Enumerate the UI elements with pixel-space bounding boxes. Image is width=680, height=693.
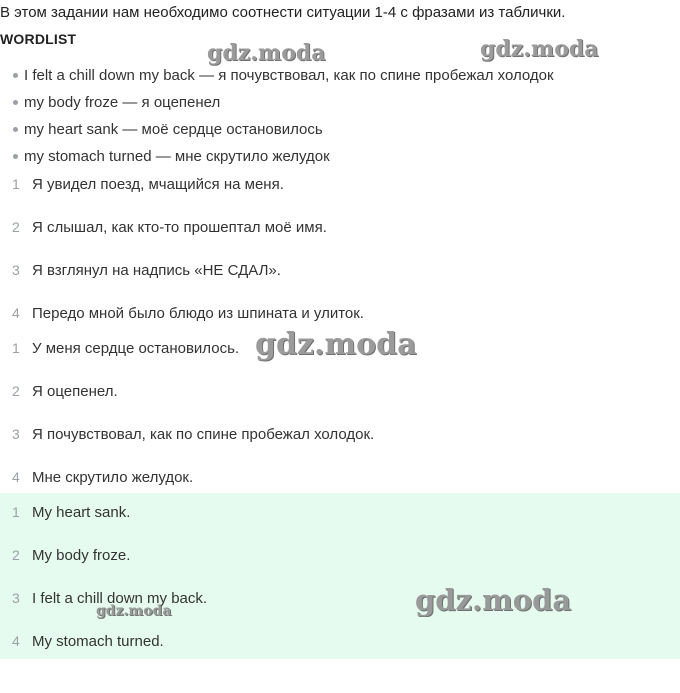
situation-item: 1 Я увидел поезд, мчащийся на меня.	[12, 176, 284, 193]
translation-item: 3 Я почувствовал, как по спине пробежал холодок.	[12, 426, 375, 443]
watermark: gdz.moda	[415, 583, 572, 617]
answer-item: 2 My body froze.	[12, 547, 131, 564]
answer-item: 3 I felt a chill down my back.	[12, 590, 208, 607]
wordlist-item: my body froze — я оцепенел	[0, 89, 680, 116]
wordlist-item: I felt a chill down my back — я почувствовал, как по спине пробежал холодок	[0, 62, 680, 89]
wordlist-title: WORDLIST	[0, 31, 77, 47]
answer-item: 1 My heart sank.	[12, 504, 131, 521]
situation-item: 3 Я взглянул на надпись «НЕ СДАЛ».	[12, 262, 281, 279]
wordlist	[0, 62, 680, 170]
situations-list	[0, 176, 680, 348]
translation-item: 4 Мне скрутило желудок.	[12, 469, 194, 486]
bullet-icon	[13, 100, 18, 105]
answer-item: 4 My stomach turned.	[12, 633, 164, 650]
wordlist-item: my stomach turned — мне скрутило желудок	[0, 143, 680, 170]
answers-list	[0, 504, 680, 676]
watermark: gdz.moda	[96, 603, 172, 619]
answers-box	[0, 493, 680, 659]
wordlist-item: my heart sank — моё сердце остановилось	[0, 116, 680, 143]
intro-text: В этом задании нам необходимо соотнести ситуации 1-4 с фразами из таблички.	[0, 4, 566, 21]
translation-item: 1 У меня сердце остановилось.	[12, 340, 240, 357]
bullet-icon	[13, 154, 18, 159]
watermark: gdz.moda	[480, 36, 599, 62]
bullet-icon	[13, 127, 18, 132]
translation-item: 2 Я оцепенел.	[12, 383, 118, 400]
situation-item: 2 Я слышал, как кто-то прошептал моё имя.	[12, 219, 327, 236]
situation-item: 4 Передо мной было блюдо из шпината и улиток.	[12, 305, 364, 322]
bullet-icon	[13, 73, 18, 78]
watermark: gdz.moda	[255, 327, 417, 362]
translations-list	[0, 340, 680, 512]
watermark: gdz.moda	[207, 40, 326, 66]
